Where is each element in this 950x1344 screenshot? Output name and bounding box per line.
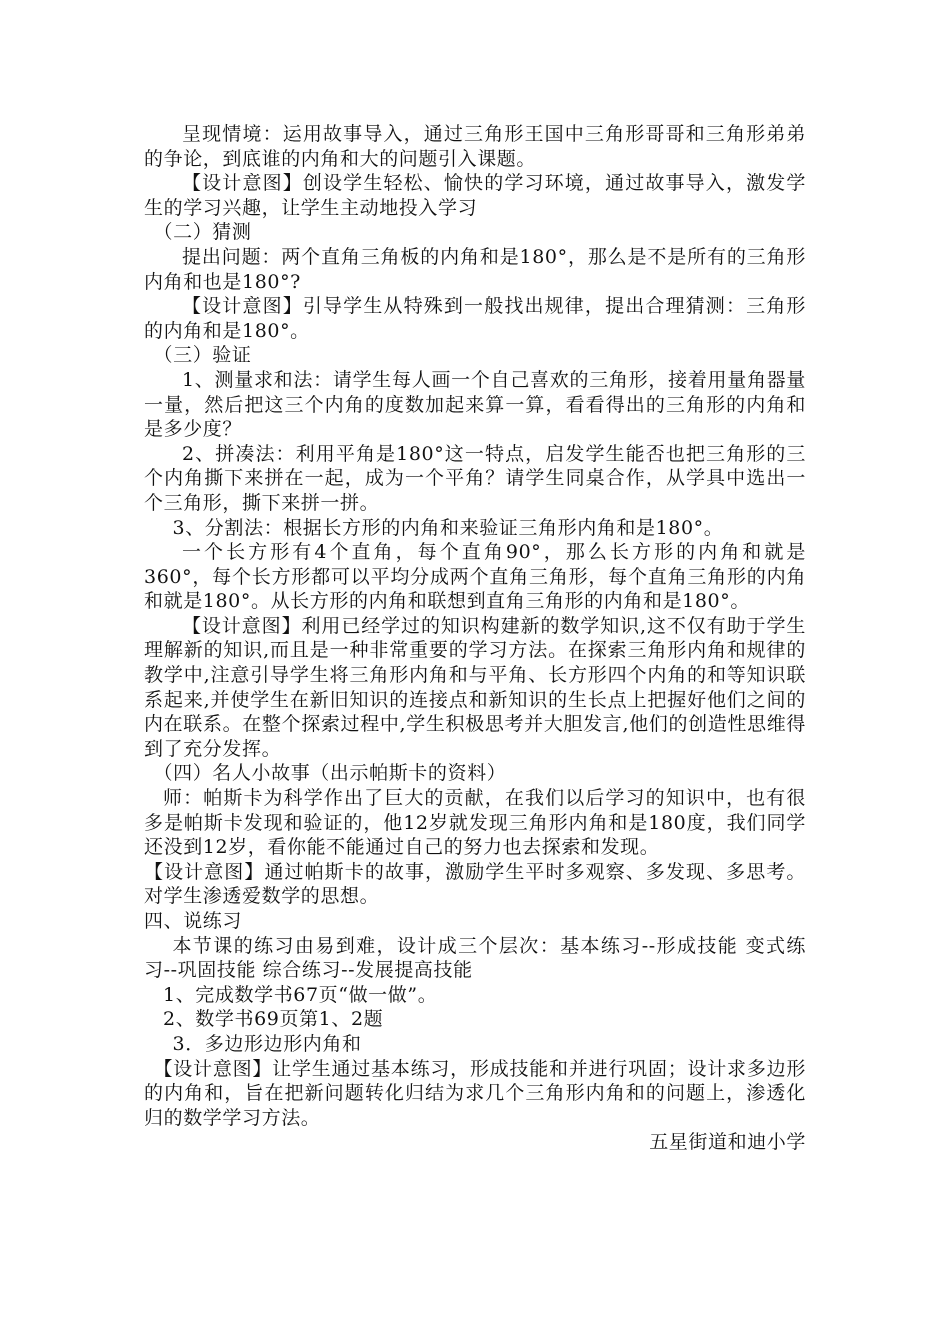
section-heading-guess: （二）猜测 (153, 221, 252, 244)
paragraph-design-intent-3: 【设计意图】利用已经学过的知识构建新的数学知识,这不仅有助于学生理解新的知识,而且是一种非常重要的学习方法。在探索三角形内角和规律的教学中,注意引导学生将三角形内角和与平角、长方形四个内角的和等知识联系起来,并使学生在新旧知识的连接点和新知识的生长点上把握好他们之间的内在联系。在整个探索过程中,学生积极思考并大胆发言,他们的创造性思维得到了充分发挥。 (144, 614, 806, 760)
paragraph-design-intent-1: 【设计意图】创设学生轻松、愉快的学习环境，通过故事导入，激发学生的学习兴趣，让学生主动地投入学习 (144, 172, 806, 219)
paragraph-teacher-story: 师：帕斯卡为科学作出了巨大的贡献，在我们以后学习的知识中，也有很多是帕斯卡发现和验证的，他12岁就发现三角形内角和是180度，我们同学还没到12岁，看你能不能通过自己的努力也去探索和发现。 (144, 787, 806, 859)
paragraph-design-intent-4: 【设计意图】通过帕斯卡的故事，激励学生平时多观察、多发现、多思考。对学生渗透爱数学的思想。 (144, 860, 806, 908)
document-body (144, 122, 806, 1155)
paragraph-method-split: 3、分割法：根据长方形的内角和来验证三角形内角和是180°。 (172, 516, 724, 539)
paragraph-question: 提出问题：两个直角三角板的内角和是180°，那么是不是所有的三角形内角和也是180°? (144, 245, 806, 293)
practice-item-3: 3．多边形边形内角和 (172, 1032, 362, 1055)
paragraph-rectangle: 一个长方形有4个直角，每个直角90°，那么长方形的内角和就是360°，每个长方形都可以平均分成两个直角三角形，每个直角三角形的内角和就是180°。从长方形的内角和联想到直角三角形的内角和是180°。 (144, 541, 806, 613)
practice-item-2: 2、数学书69页第1、2题 (163, 1008, 384, 1031)
paragraph-method-combine: 2、拼凑法：利用平角是180°这一特点，启发学生能否也把三角形的三个内角撕下来拼在一起，成为一个平角？请学生同桌合作，从学具中选出一个三角形，撕下来拼一拼。 (144, 442, 806, 514)
paragraph-design-intent-5: 【设计意图】让学生通过基本练习，形成技能和并进行巩固；设计求多边形的内角和，旨在把新问题转化归结为求几个三角形内角和的问题上，渗透化归的数学学习方法。 (144, 1057, 806, 1129)
practice-item-1: 1、完成数学书67页“做一做”。 (163, 983, 438, 1006)
section-heading-verify: （三）验证 (153, 344, 252, 367)
paragraph-design-intent-2: 【设计意图】引导学生从特殊到一般找出规律，提出合理猜测：三角形的内角和是180°。 (144, 295, 806, 342)
section-heading-practice: 四、说练习 (144, 910, 243, 932)
section-heading-story: （四）名人小故事（出示帕斯卡的资料） (153, 762, 507, 785)
paragraph-practice-levels: 本节课的练习由易到难，设计成三个层次：基本练习--形成技能 变式练习--巩固技能 综合练习--发展提高技能 (144, 934, 806, 982)
school-signature: 五星街道和迪小学 (649, 1131, 806, 1154)
paragraph-method-measure: 1、测量求和法：请学生每人画一个自己喜欢的三角形，接着用量角器量一量，然后把这三个内角的度数加起来算一算，看看得出的三角形的内角和是多少度？ (144, 368, 806, 441)
paragraph-situation: 呈现情境：运用故事导入，通过三角形王国中三角形哥哥和三角形弟弟的争论，到底谁的内角和大的问题引入课题。 (144, 123, 806, 170)
